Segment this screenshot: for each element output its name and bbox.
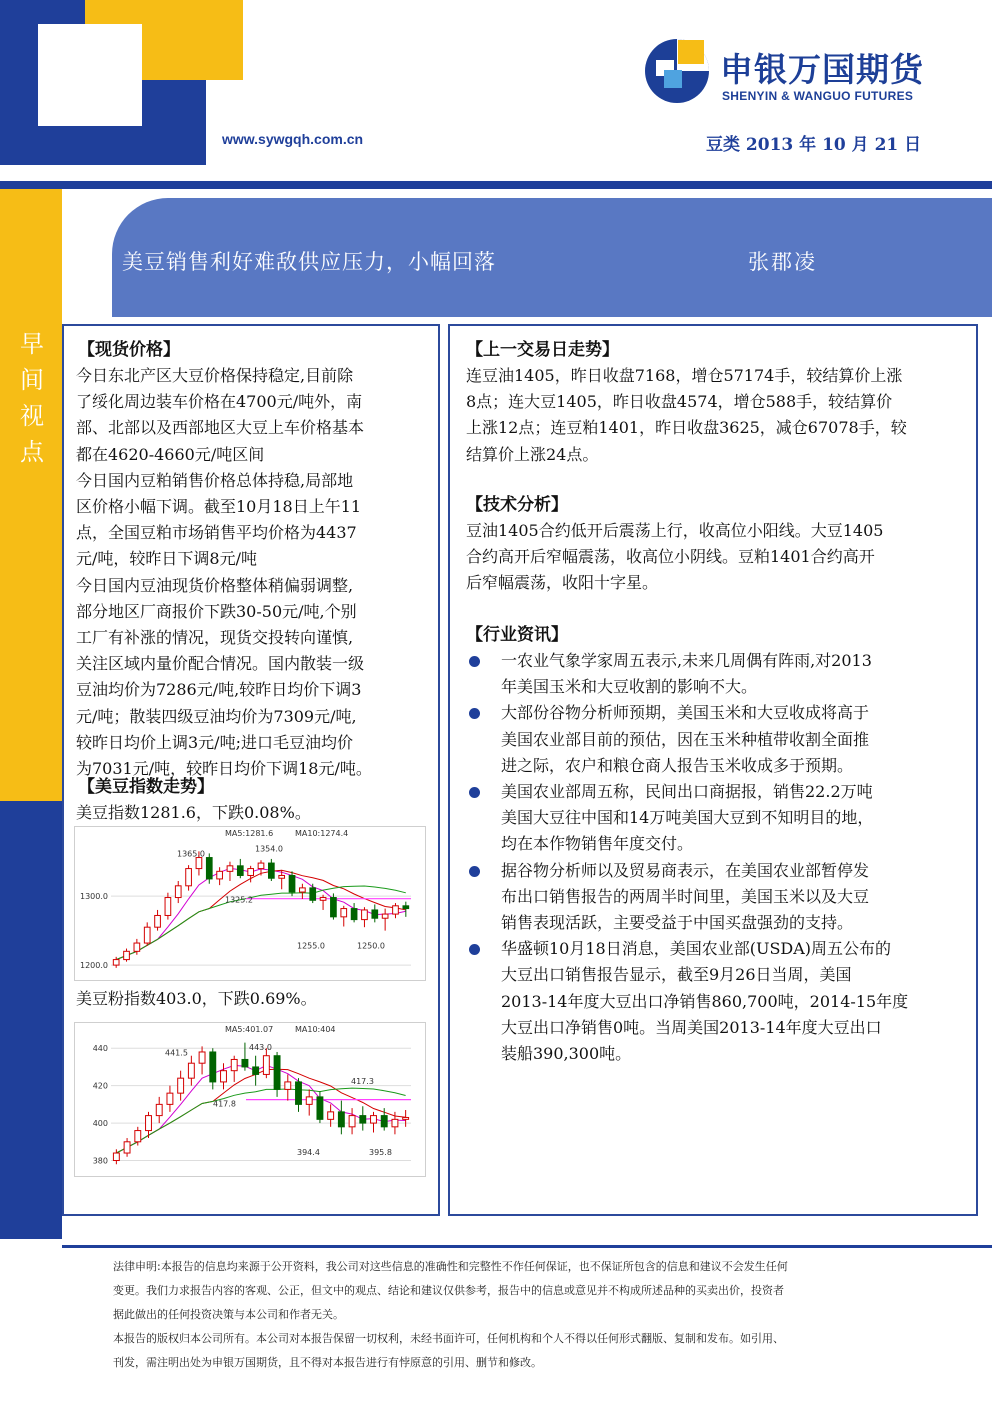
candle-body xyxy=(242,1059,248,1066)
text-line: 华盛顿10月18日消息，美国农业部(USDA)周五公布的 xyxy=(501,939,892,959)
text-line: 都在4620-4660元/吨区间 xyxy=(76,444,265,464)
y-tick-label: 400 xyxy=(92,1119,108,1129)
header-decoration-white xyxy=(38,24,142,126)
candle-body xyxy=(306,1097,312,1104)
news-item xyxy=(466,700,966,779)
text-line: 后窄幅震荡，收阳十字星。 xyxy=(466,573,659,593)
text-line: 区价格小幅下调。截至10月18日上午11 xyxy=(76,497,362,517)
candle-body xyxy=(403,906,409,909)
legal-disclaimer-line: 据此做出的任何投资决策与本公司和作者无关。 xyxy=(113,1308,344,1321)
meal-index-chart-svg xyxy=(75,1023,425,1176)
news-item xyxy=(466,648,966,700)
candle-body xyxy=(155,915,161,927)
candle-body xyxy=(231,1059,237,1070)
price-annotation: 394.4 xyxy=(297,1147,320,1157)
soy-index-chart-svg xyxy=(75,827,425,980)
bullet-icon xyxy=(469,656,480,667)
candle-body xyxy=(331,898,337,917)
text-line: 大部份谷物分析师预期，美国玉米和大豆收成将高于 xyxy=(501,703,870,723)
y-tick-label: 380 xyxy=(92,1156,108,1166)
bullet-icon xyxy=(469,944,480,955)
industry-news-list xyxy=(466,648,966,1067)
sidebar-label-char: 间 xyxy=(20,366,44,394)
industry-news-heading: 【行业资讯】 xyxy=(466,625,568,645)
report-headline: 美豆销售利好难敌供应压力，小幅回落 xyxy=(122,250,496,274)
candle-body xyxy=(113,960,119,966)
soy-index-chart xyxy=(74,826,426,981)
text-line: 8点；连大豆1405，昨日收盘4574，增仓588手，较结算价 xyxy=(466,392,893,412)
candle-body xyxy=(221,1071,227,1082)
price-annotation: 1250.0 xyxy=(357,941,385,951)
text-line: 部、北部以及西部地区大豆上车价格基本 xyxy=(76,418,365,438)
candle-body xyxy=(403,1117,409,1119)
price-annotation: 1255.0 xyxy=(297,941,325,951)
text-line: 工厂有补涨的情况，现货交投转向谨慎, xyxy=(76,628,354,648)
candle-body xyxy=(317,1097,323,1119)
candle-body xyxy=(113,1153,119,1160)
report-author: 张郡凌 xyxy=(748,250,817,274)
candle-body xyxy=(338,1112,344,1127)
text-line: 一农业气象学家周五表示,未来几周偶有阵雨,对2013 xyxy=(501,651,872,670)
text-line: 大豆出口净销售0吨。当周美国2013-14年度大豆出口 xyxy=(501,1017,882,1037)
legal-disclaimer-line: 法律申明:本报告的信息均来源于公开资料，我公司对这些信息的准确性和完整性不作任何保证，也不保证所包含的信息和建议不会发生任何 xyxy=(113,1260,788,1273)
text-line: 合约高开后窄幅震荡，收高位小阴线。豆粕1401合约高开 xyxy=(466,547,875,567)
candle-body xyxy=(362,910,368,920)
news-item xyxy=(466,936,966,1067)
report-date: 豆类 2013 年 10 月 21 日 xyxy=(706,135,922,155)
right-content-panel xyxy=(448,324,978,1216)
candle-body xyxy=(269,863,275,878)
text-line: 点，全国豆粕市场销售平均价格为4437 xyxy=(76,523,357,543)
sidebar-yellow-section xyxy=(0,189,62,801)
price-annotation: 1365.0 xyxy=(177,849,205,859)
copyright-line: 刊发，需注明出处为申银万国期货，且不得对本报告进行有悖原意的引用、删节和修改。 xyxy=(113,1356,542,1369)
candle-body xyxy=(285,1082,291,1089)
sidebar-label xyxy=(16,326,48,470)
company-logo xyxy=(642,34,942,114)
ma-legend-label: MA10:1274.4 xyxy=(295,829,349,838)
candle-body xyxy=(360,1116,366,1123)
text-line: 美国农业部目前的预估，因在玉米种植带收割全面推 xyxy=(501,729,870,749)
index-trend-heading: 【美豆指数走势】 xyxy=(78,777,214,797)
candle-body xyxy=(382,914,388,918)
text-line: 2013-14年度大豆出口净销售860,700吨，2014-15年度 xyxy=(501,991,909,1011)
candle-body xyxy=(237,866,243,876)
candle-body xyxy=(210,1052,216,1082)
candle-body xyxy=(227,866,233,872)
candle-body xyxy=(144,927,150,943)
text-line: 今日国内豆粕销售价格总体持稳,局部地 xyxy=(76,470,354,490)
candle-body xyxy=(320,898,326,901)
text-line: 豆油1405合约低开后震荡上行，收高位小阳线。大豆1405 xyxy=(466,521,884,540)
candle-body xyxy=(135,1131,141,1142)
y-tick-label: 440 xyxy=(92,1044,108,1054)
text-line: 大豆出口销售报告显示，截至9月26日当周，美国 xyxy=(501,965,852,985)
news-item xyxy=(466,779,966,858)
logo-english-name: SHENYIN & WANGUO FUTURES xyxy=(722,89,914,103)
candle-body xyxy=(258,863,264,869)
logo-mark-icon xyxy=(642,34,712,104)
price-annotation: 441.5 xyxy=(165,1048,188,1058)
text-line: 元/吨；散装四级豆油均价为7309元/吨, xyxy=(76,706,357,726)
text-line: 进之际，农户和粮仓商人报告玉米收成多于预期。 xyxy=(501,755,854,775)
candle-body xyxy=(381,1116,387,1127)
text-line: 销售表现活跃，主要受益于中国买盘强劲的支持。 xyxy=(501,913,854,933)
tech-analysis-text xyxy=(466,518,971,597)
candle-body xyxy=(328,1112,334,1119)
candle-body xyxy=(341,909,347,917)
text-line: 较昨日均价上调3元/吨;进口毛豆油均价 xyxy=(76,732,353,752)
news-item xyxy=(466,858,966,937)
candle-body xyxy=(253,1067,259,1074)
candle-body xyxy=(289,875,295,892)
text-line: 上涨12点；连豆粕1401，昨日收盘3625，减仓67078手，较 xyxy=(466,418,907,438)
footer-rule xyxy=(62,1245,992,1248)
prev-day-text xyxy=(466,363,971,468)
logo-chinese-name: 申银万国期货 xyxy=(720,50,924,89)
text-line: 装船390,300吨。 xyxy=(501,1044,632,1064)
price-annotation: 1325.2 xyxy=(225,895,253,905)
text-line: 年美国玉米和大豆收割的影响不大。 xyxy=(501,677,758,697)
price-annotation: 395.8 xyxy=(369,1147,392,1157)
sidebar-label-char: 早 xyxy=(20,330,44,358)
candle-body xyxy=(178,1078,184,1093)
candle-body xyxy=(279,875,285,878)
candle-body xyxy=(263,1056,269,1075)
candle-body xyxy=(196,858,202,869)
legal-disclaimer-line: 变更。我们力求报告内容的客观、公正，但文中的观点、结论和建议仅供参考，报告中的信息或意见并不构成所述品种的买卖出价，投资者 xyxy=(113,1284,784,1297)
candle-body xyxy=(186,869,192,886)
text-line: 美国农业部周五称，民间出口商据报，销售22.2万吨 xyxy=(501,782,873,802)
text-line: 了绥化周边装车价格在4700元/吨外，南 xyxy=(76,392,363,412)
candle-body xyxy=(300,888,306,892)
candle-body xyxy=(248,869,254,876)
ma-legend-label: MA5:1281.6 xyxy=(225,829,274,838)
soy-index-text: 美豆指数1281.6，下跌0.08%。 xyxy=(76,803,311,822)
y-tick-label: 1300.0 xyxy=(80,892,108,902)
tech-analysis-heading: 【技术分析】 xyxy=(466,495,568,515)
candle-body xyxy=(351,909,357,920)
header-rule xyxy=(0,181,992,189)
sidebar-strip xyxy=(0,189,62,1239)
candle-body xyxy=(167,1093,173,1104)
price-annotation: 1354.0 xyxy=(255,844,283,854)
text-line: 布出口销售报告的两周半时间里，美国玉米以及大豆 xyxy=(501,886,870,906)
candle-body xyxy=(165,898,171,916)
y-tick-label: 1200.0 xyxy=(80,961,108,971)
text-line: 今日东北产区大豆价格保持稳定,目前除 xyxy=(76,366,354,385)
bullet-icon xyxy=(469,866,480,877)
text-line: 为7031元/吨，较昨日均价下调18元/吨。 xyxy=(76,759,372,779)
text-line: 豆油均价为7286元/吨,较昨日均价下调3 xyxy=(76,680,362,700)
text-line: 今日国内豆油现货价格整体稍偏弱调整, xyxy=(76,575,354,595)
ma-legend-label: MA10:404 xyxy=(295,1025,336,1034)
sidebar-blue-section xyxy=(0,801,62,1239)
website-url[interactable]: www.sywgqh.com.cn xyxy=(222,131,364,147)
candle-body xyxy=(156,1104,162,1115)
text-line: 部分地区厂商报价下跌30-50元/吨,个别 xyxy=(76,601,357,621)
candle-body xyxy=(372,910,378,918)
spot-price-heading: 【现货价格】 xyxy=(78,340,180,360)
text-line: 连豆油1405，昨日收盘7168，增仓57174手，较结算价上涨 xyxy=(466,366,903,385)
candle-body xyxy=(124,951,130,959)
candle-body xyxy=(296,1082,302,1104)
bullet-icon xyxy=(469,708,480,719)
ma-legend-label: MA5:401.07 xyxy=(225,1025,274,1034)
text-line: 美国大豆往中国和14万吨美国大豆到不知明目的地， xyxy=(501,808,874,828)
sidebar-label-char: 点 xyxy=(20,438,44,466)
candle-body xyxy=(188,1063,194,1078)
meal-index-text: 美豆粉指数403.0，下跌0.69%。 xyxy=(76,989,317,1008)
copyright-line: 本报告的版权归本公司所有。本公司对本报告保留一切权利，未经书面许可，任何机构和个人不得以任何形式翻版、复制和发布。如引用、 xyxy=(113,1332,784,1345)
candle-body xyxy=(134,943,140,951)
candle-body xyxy=(349,1116,355,1127)
candle-body xyxy=(217,871,223,879)
candle-body xyxy=(124,1142,130,1153)
candle-body xyxy=(274,1056,280,1090)
text-line: 结算价上涨24点。 xyxy=(466,444,599,464)
candle-body xyxy=(146,1116,152,1131)
bullet-icon xyxy=(469,787,480,798)
text-line: 元/吨，较昨日下调8元/吨 xyxy=(76,549,257,569)
candle-body xyxy=(392,1119,398,1126)
price-annotation: 417.8 xyxy=(213,1099,236,1109)
candle-body xyxy=(199,1052,205,1063)
meal-index-chart xyxy=(74,1022,426,1177)
title-banner xyxy=(112,198,992,317)
price-annotation: 417.3 xyxy=(351,1077,374,1087)
candle-body xyxy=(310,888,316,900)
sidebar-label-char: 视 xyxy=(20,402,44,430)
text-line: 据谷物分析师以及贸易商表示，在美国农业部暂停发 xyxy=(501,860,870,880)
candle-body xyxy=(175,886,181,898)
y-tick-label: 420 xyxy=(92,1081,108,1091)
candle-body xyxy=(393,906,399,914)
text-line: 均在本作物销售年度交付。 xyxy=(501,834,694,854)
text-line: 关注区域内量价配合情况。国内散装一级 xyxy=(76,654,365,674)
candle-body xyxy=(371,1116,377,1123)
spot-price-text xyxy=(76,363,438,782)
prev-day-heading: 【上一交易日走势】 xyxy=(466,340,619,360)
candle-body xyxy=(206,858,212,879)
price-annotation: 443.0 xyxy=(249,1043,272,1053)
